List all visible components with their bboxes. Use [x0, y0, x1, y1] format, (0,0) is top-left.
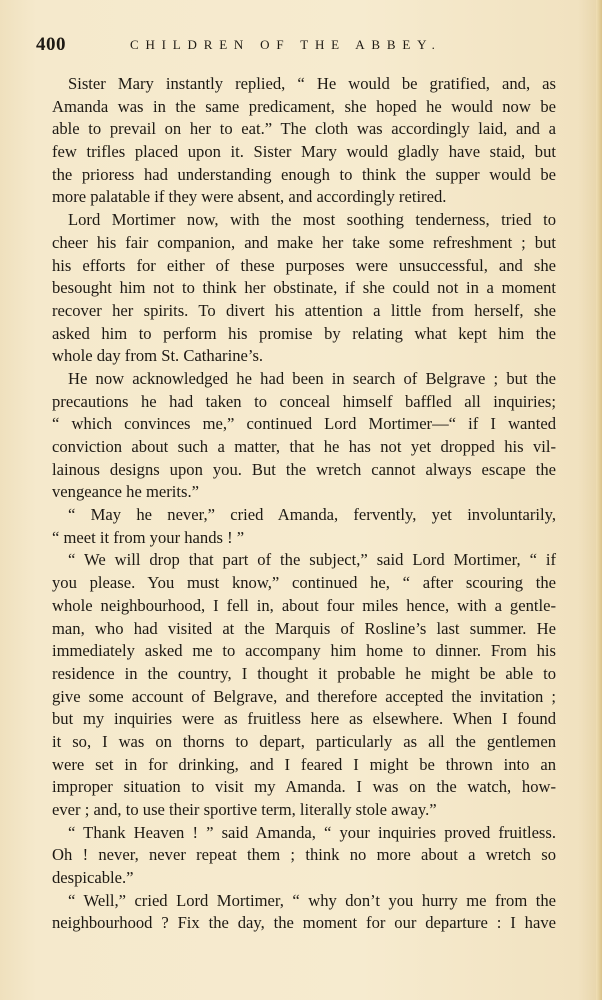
- running-title: CHILDREN OF THE ABBEY.: [130, 37, 442, 52]
- text-line: lainous designs upon you. But the wretch cannot always escape the: [52, 459, 556, 479]
- text-line: man, who had visited at the Marquis of Rosline’s last summer. He: [52, 618, 556, 638]
- text-line: residence in the country, I thought it probable he might be able to: [52, 663, 556, 683]
- text-line: besought him not to think her obstinate, if she could not in a moment: [52, 278, 556, 298]
- text-line: precautions he had taken to conceal himself baffled all inquiries;: [52, 391, 556, 411]
- text-line: but my inquiries were as fruitless here as elsewhere. When I found: [52, 709, 556, 729]
- text-line: whole neighbourhood, I fell in, about four miles hence, with a gentle-: [52, 595, 556, 615]
- text-line: “ which convinces me,” continued Lord Mortimer—“ if I wanted: [52, 414, 556, 434]
- text-line: “ May he never,” cried Amanda, fervently, yet involuntarily,: [68, 505, 556, 525]
- text-line: despicable.”: [52, 868, 134, 888]
- text-line: “ Well,” cried Lord Mortimer, “ why don’t you hurry me from the: [68, 890, 556, 910]
- text-line: it so, I was on thorns to depart, particularly as all the gentlemen: [52, 731, 556, 751]
- text-line: conviction about such a matter, that he has not yet dropped his vil-: [52, 437, 556, 456]
- page-edge: [596, 0, 602, 1000]
- page-number: 400: [36, 34, 66, 55]
- text-line: few trifles placed upon it. Sister Mary would gladly have staid, but: [52, 142, 556, 162]
- text-line: his efforts for either of these purposes were unsuccessful, and she: [52, 255, 556, 275]
- text-line: more palatable if they were absent, and accordingly retired.: [52, 187, 447, 207]
- text-line: Oh ! never, never repeat them ; think no more about a wretch so: [52, 845, 556, 865]
- text-line: improper situation to visit my Amanda. I was on the watch, how-: [52, 777, 556, 797]
- text-line: “ meet it from your hands ! ”: [52, 527, 245, 547]
- text-line: able to prevail on her to eat.” The cloth was accordingly laid, and a: [52, 119, 556, 139]
- text-line: Sister Mary instantly replied, “ He would be gratified, and, as: [68, 74, 556, 93]
- text-line: the prioress had understanding enough to think the supper would be: [52, 164, 556, 184]
- text-line: immediately asked me to accompany him home to dinner. From his: [52, 641, 556, 661]
- text-line: neighbourhood ? Fix the day, the moment for our departure : I have: [52, 913, 556, 933]
- text-line: recover her spirits. To divert his attention a little from herself, she: [52, 300, 556, 320]
- text-line: Amanda was in the same predicament, she hoped he would now be: [52, 96, 556, 116]
- page-header: [36, 34, 566, 58]
- text-line: asked him to perform his promise by relating what kept him the: [52, 323, 556, 343]
- text-line: He now acknowledged he had been in search of Belgrave ; but the: [68, 368, 556, 388]
- text-line: were set in for drinking, and I feared I might be thrown into an: [52, 754, 556, 774]
- text-line: Lord Mortimer now, with the most soothing tenderness, tried to: [68, 210, 556, 230]
- text-line: cheer his fair companion, and make her take some refreshment ; but: [52, 232, 556, 252]
- text-line: “ We will drop that part of the subject,” said Lord Mortimer, “ if: [68, 550, 556, 570]
- body-text: [52, 73, 556, 935]
- text-line: ever ; and, to use their sportive term, literally stole away.”: [52, 800, 437, 819]
- text-line: “ Thank Heaven ! ” said Amanda, “ your inquiries proved fruitless.: [68, 822, 556, 842]
- text-line: vengeance he merits.”: [52, 482, 199, 502]
- text-line: you please. You must know,” continued he, “ after scouring the: [52, 573, 556, 593]
- text-line: whole day from St. Catharine’s.: [52, 346, 264, 366]
- text-line: give some account of Belgrave, and therefore accepted the invitation ;: [52, 686, 556, 706]
